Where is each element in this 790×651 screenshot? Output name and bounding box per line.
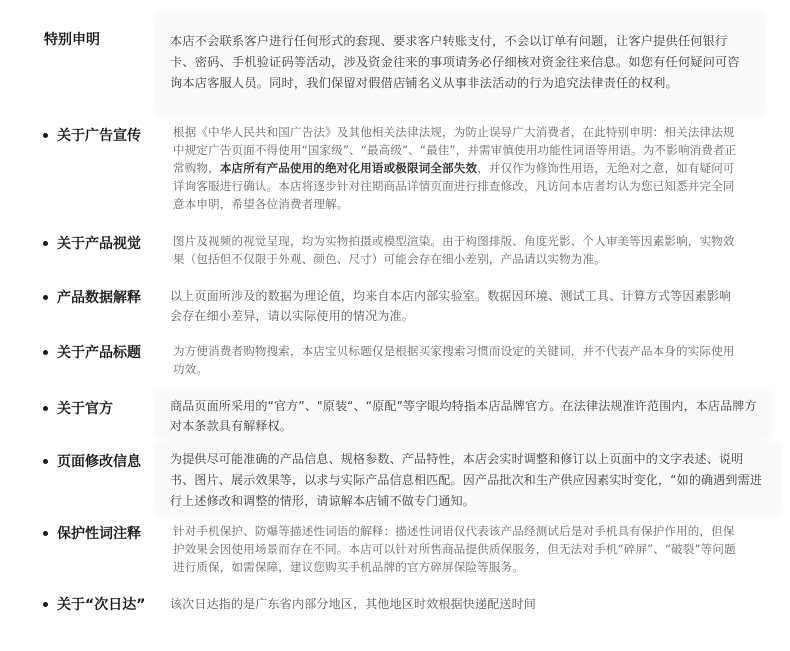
section-title-product-data: 产品数据解释	[57, 290, 141, 306]
section-text-product-title: 为方便消费者购物搜索，本店宝贝标题仅是根据买家搜索习惯而设定的关键词，并不代表产品本身的实际使用功效。	[173, 344, 735, 376]
section-body-product-data	[156, 286, 756, 326]
section-text-special-statement: 本店不会联系客户进行任何形式的套现、要求客户转账支付，不会以订单有问题，让客户提供任何银行卡、密码、手机验证码等活动，涉及资金往来的事项请务必仔细核对资金往来信息。如您有任何疑问可咨询本店客服人员。同时，我们保留对假借店铺名义从事非法活动的行为追究法律责任的权利。	[170, 34, 740, 90]
section-body-page-modification	[156, 443, 780, 515]
section-body-protective-terms	[156, 522, 756, 576]
advertising-text-part2: ，并仅作为修饰性用语，无绝对之意，如有疑问可详询客服进行确认。本店将逐步针对往期商品详情页面进行排查修改，凡访问本店者均认为您已知悉并完全同意本申明，希望各位消费者理解。	[173, 161, 735, 211]
section-body-product-title	[156, 342, 756, 378]
section-title-product-visual: 关于产品视觉	[57, 236, 141, 252]
section-body-official	[156, 391, 771, 437]
bullet-dot	[43, 531, 48, 536]
bullet-dot	[43, 406, 48, 411]
section-text-official: 商品页面所采用的“官方”、"原装“、“原配”等字眼均特指本店品牌官方。在法律法规准许范围内，本店品牌方对本条款具有解释权。	[170, 399, 757, 433]
section-text-advertising	[173, 123, 742, 213]
section-body-advertising	[156, 123, 756, 213]
section-text-next-day-delivery: 该次日达指的是广东省内部分地区，其他地区时效根据快递配送时间	[170, 597, 537, 611]
bullet-dot	[43, 241, 48, 246]
section-title-page-modification: 页面修改信息	[57, 454, 141, 470]
section-body-product-visual	[156, 232, 756, 268]
section-text-protective-terms: 针对手机保护、防爆等描述性词语的解释：描述性词语仅代表该产品经测试后是对手机具有保护作用的，但保护效果会因使用场景而存在不同。本店可以针对所售商品提供质保服务，但无法对手机“碎屏”、“破裂”等问题进行质保，如需保障，建议您购买手机品牌的官方碎屏保险等服务。	[173, 524, 736, 574]
bullet-dot	[43, 459, 48, 464]
bullet-dot	[43, 350, 48, 355]
section-text-product-data: 以上页面所涉及的数据为理论值，均来自本店内部实验室。数据因环境、测试工具、计算方式等因素影响会存在细小差异，请以实际使用的情况为准。	[170, 289, 732, 323]
section-title-advertising: 关于广告宣传	[57, 128, 141, 144]
section-title-official: 关于官方	[57, 401, 113, 417]
bullet-dot	[43, 133, 48, 138]
section-title-protective-terms: 保护性词注释	[57, 526, 141, 542]
section-title-next-day-delivery: 关于“次日达”	[57, 597, 146, 613]
section-text-product-visual: 图片及视频的视觉呈现，均为实物拍摄或模型渲染。由于构图排版、角度光影、个人审美等因素影响，实物效果（包括但不仅限于外观、颜色、尺寸）可能会存在细小差别，产品请以实物为准。	[173, 234, 735, 266]
section-title-product-title: 关于产品标题	[57, 345, 141, 361]
bullet-dot	[43, 602, 48, 607]
section-text-page-modification: 为提供尽可能准确的产品信息、规格参数、产品特性，本店会实时调整和修订以上页面中的文字表述、说明书、图片、展示效果等，以求与实际产品信息相匹配。因产品批次和生产供应因素实时变化，“如的确遇到需进行上述修改和调整的情形，请谅解本店铺不做专门通知。	[170, 452, 763, 508]
advertising-text-emphasis: 本店所有产品使用的绝对化用语或极限词全部失效	[219, 161, 478, 175]
section-body-special-statement	[156, 14, 764, 114]
section-title-special-statement: 特别申明	[44, 32, 100, 48]
advertising-text-part1: 根据《中华人民共和国广告法》及其他相关法律法规，为防止误导广大消费者，在此特别申明：相关法律法规中规定广告页面不得使用“国家级”、“最高级”、“最佳”，并需审慎使用功能性词语等用语。为不影响消费者正常购物，	[173, 125, 737, 175]
section-body-next-day-delivery	[156, 594, 756, 614]
bullet-dot	[43, 295, 48, 300]
